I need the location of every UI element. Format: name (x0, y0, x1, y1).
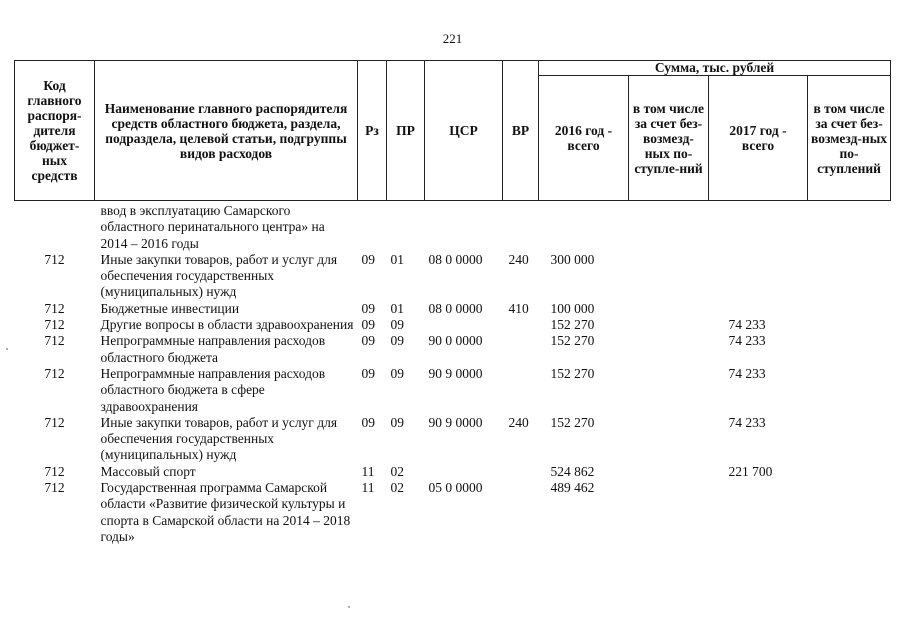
cell-y2016: 524 862 (550, 463, 595, 479)
header-2016-free: в том числе за счет без-возмезд-ных по-ступле-ний (629, 76, 709, 201)
cell-vr: 240 (508, 414, 529, 430)
cell-vr (503, 317, 539, 333)
cell-vr: 240 (508, 251, 529, 267)
cell-y2017 (709, 480, 808, 545)
scan-speck (348, 606, 350, 608)
cell-y2016: 152 270 (550, 333, 595, 349)
cell-y2016: 300 000 (550, 251, 595, 267)
cell-pr: 02 (390, 480, 404, 496)
cell-csr: 08 0 0000 (428, 300, 483, 316)
cell-name: Непрограммные направления расходов областного бюджета в сфере здравоохранения (100, 365, 326, 414)
cell-y2017-free (808, 480, 891, 545)
cell-code: 712 (44, 365, 65, 381)
cell-y2017: 74 233 (728, 414, 766, 430)
cell-name: Массовый спорт (100, 463, 196, 479)
cell-y2016: 100 000 (550, 300, 595, 316)
cell-code: 712 (44, 251, 65, 267)
table-body (15, 201, 891, 546)
cell-y2017-free (808, 464, 891, 480)
cell-vr (503, 201, 539, 252)
cell-name: Бюджетные инвестиции (100, 300, 240, 316)
table-header (15, 61, 891, 201)
cell-y2017-free (808, 366, 891, 415)
header-sum: Сумма, тыс. рублей (539, 61, 891, 76)
table-row (15, 366, 891, 415)
cell-y2016: 152 270 (550, 365, 595, 381)
header-2017-free: в том числе за счет без-возмезд-ных по-ступлений (808, 76, 891, 201)
cell-name: Иные закупки товаров, работ и услуг для обеспечения государственных (муниципальных) нужд (100, 414, 338, 463)
table-row (15, 301, 891, 317)
cell-name: ввод в эксплуатацию Самарского областного перинатального центра» на 2014 – 2016 годы (100, 203, 325, 251)
cell-y2017-free (808, 252, 891, 301)
cell-y2017-free (808, 201, 891, 252)
cell-name: Другие вопросы в области здравоохранения (100, 317, 354, 333)
header-csr: ЦСР (425, 61, 503, 201)
cell-y2016-free (629, 252, 709, 301)
cell-y2017: 74 233 (728, 365, 766, 381)
cell-y2017-free (808, 317, 891, 333)
cell-vr (503, 464, 539, 480)
cell-code: 712 (44, 300, 65, 316)
cell-rz: 09 (361, 300, 375, 316)
table-row (15, 480, 891, 545)
header-name: Наименование главного распорядителя средств областного бюджета, раздела, подраздела, целевой статьи, подгруппы видов расходов (95, 61, 358, 201)
cell-vr (503, 480, 539, 545)
cell-y2017-free (808, 301, 891, 317)
table-row (15, 201, 891, 252)
cell-pr (387, 201, 425, 252)
cell-name: Непрограммные направления расходов областного бюджета (100, 333, 326, 365)
cell-rz: 11 (361, 480, 375, 496)
cell-pr: 01 (390, 300, 404, 316)
cell-y2016-free (629, 480, 709, 545)
cell-code: 712 (44, 414, 65, 430)
cell-csr: 08 0 0000 (428, 251, 483, 267)
cell-y2016-free (629, 464, 709, 480)
header-pr: ПР (387, 61, 425, 201)
cell-code: 712 (44, 463, 65, 479)
cell-y2017-free (808, 333, 891, 366)
cell-rz: 09 (361, 317, 375, 333)
cell-pr: 02 (390, 463, 404, 479)
budget-table (14, 60, 891, 545)
cell-y2016-free (629, 317, 709, 333)
cell-y2017 (709, 301, 808, 317)
cell-y2017 (709, 252, 808, 301)
table-row (15, 333, 891, 366)
cell-vr (503, 366, 539, 415)
cell-pr: 09 (390, 333, 404, 349)
cell-csr (425, 201, 503, 252)
cell-csr (425, 464, 503, 480)
header-2017-total: 2017 год - всего (709, 76, 808, 201)
cell-rz: 09 (361, 251, 375, 267)
cell-vr (503, 333, 539, 366)
cell-name: Иные закупки товаров, работ и услуг для обеспечения государственных (муниципальных) нужд (100, 251, 338, 300)
header-rz: Рз (358, 61, 387, 201)
cell-pr: 09 (390, 414, 404, 430)
cell-y2017: 221 700 (728, 463, 773, 479)
cell-name: Государственная программа Самарской области «Развитие физической культуры и спорта в Самарской области на 2014 – 2018 годы» (100, 480, 351, 544)
table-row (15, 464, 891, 480)
cell-y2016 (539, 201, 629, 252)
cell-y2017: 74 233 (728, 333, 766, 349)
header-2016-total: 2016 год - всего (539, 76, 629, 201)
cell-y2016-free (629, 366, 709, 415)
cell-csr: 90 0 0000 (428, 333, 483, 349)
cell-pr: 01 (390, 251, 404, 267)
cell-code (15, 201, 95, 252)
page-number: 221 (442, 31, 463, 46)
header-code: Код главного распоря-дителя бюджет-ных средств (15, 61, 95, 201)
scan-speck (6, 348, 8, 350)
cell-y2017: 74 233 (728, 317, 766, 333)
cell-rz: 11 (361, 463, 375, 479)
cell-pr: 09 (390, 317, 404, 333)
cell-y2017-free (808, 415, 891, 464)
table-row (15, 317, 891, 333)
cell-pr: 09 (390, 365, 404, 381)
cell-y2016-free (629, 415, 709, 464)
cell-y2016-free (629, 201, 709, 252)
cell-rz: 09 (361, 333, 375, 349)
cell-y2017 (709, 201, 808, 252)
cell-vr: 410 (508, 300, 529, 316)
cell-rz (358, 201, 387, 252)
cell-y2016: 489 462 (550, 480, 595, 496)
cell-csr: 90 9 0000 (428, 414, 483, 430)
cell-y2016-free (629, 301, 709, 317)
cell-y2016: 152 270 (550, 317, 595, 333)
cell-rz: 09 (361, 365, 375, 381)
cell-y2016-free (629, 333, 709, 366)
cell-rz: 09 (361, 414, 375, 430)
table-row (15, 415, 891, 464)
header-vr: ВР (503, 61, 539, 201)
table-row (15, 252, 891, 301)
cell-code: 712 (44, 333, 65, 349)
cell-csr (425, 317, 503, 333)
cell-code: 712 (44, 317, 65, 333)
cell-csr: 05 0 0000 (428, 480, 483, 496)
cell-code: 712 (44, 480, 65, 496)
cell-csr: 90 9 0000 (428, 365, 483, 381)
cell-y2016: 152 270 (550, 414, 595, 430)
